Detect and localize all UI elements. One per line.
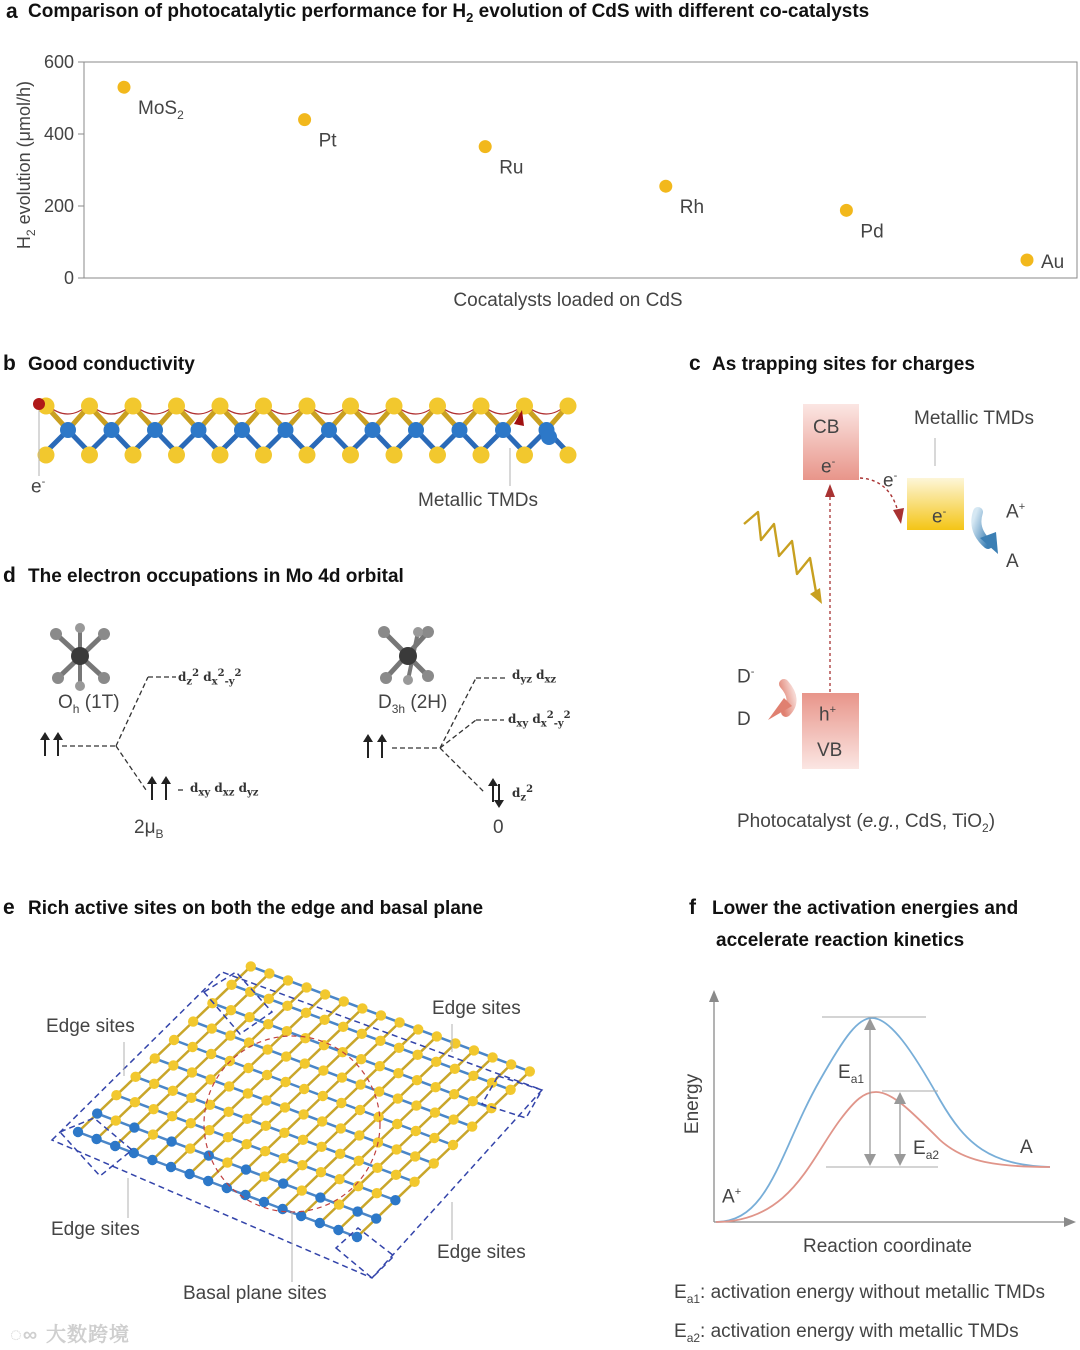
watermark-logo-icon: ◌∞ <box>10 1324 39 1346</box>
metallic-tmds-label-c: Metallic TMDs <box>914 408 1034 429</box>
2h-lower-orbital: $d_z^2$ <box>512 784 534 804</box>
panel-f-title-line2: accelerate reaction kinetics <box>716 930 965 951</box>
ea1-label: $E_{a1}$ <box>838 1062 865 1086</box>
cb-electron-label: e- <box>821 456 836 478</box>
data-point-label: Pt <box>318 130 337 152</box>
edge-sites-bottom-right: Edge sites <box>437 1242 526 1263</box>
y-tick-label: 200 <box>43 196 74 216</box>
panel-e-letter: e <box>3 896 15 919</box>
tmd-electron-label: e- <box>932 506 947 528</box>
watermark: ◌∞ 大数跨境 <box>10 1324 130 1346</box>
basal-plane-sites-label: Basal plane sites <box>183 1283 327 1304</box>
y-axis-label: $H_2$ evolution (μmol/h) <box>14 80 38 250</box>
cb-label: CB <box>813 417 840 438</box>
edge-sites-top-right: Edge sites <box>432 998 521 1019</box>
curve-with-tmds <box>716 1092 1050 1222</box>
x-axis-label: Cocatalysts loaded on CdS <box>453 290 683 311</box>
panel-c-title: As trapping sites for charges <box>712 354 975 375</box>
electron-label: e- <box>31 476 46 498</box>
panel-a-letter: a <box>6 0 18 23</box>
2h-middle-orbitals: $d_{xy}$ $d_x^2_{-y}^2$ <box>508 710 571 730</box>
vb-hole-label: h+ <box>819 704 837 726</box>
d3h-magnetic-moment: 0 <box>493 817 504 838</box>
2h-upper-orbitals: $d_{yz}$ $d_{xz}$ <box>512 668 557 686</box>
oh-1t-label: $O_h$ (1T) <box>58 692 120 716</box>
panel-b-title: Good conductivity <box>28 354 195 375</box>
d3h-2h-label: $D_{3h}$ (2H) <box>378 692 448 716</box>
reactant-label: A+ <box>722 1186 742 1208</box>
ea2-label: $E_{a2}$ <box>913 1138 940 1162</box>
panel-b-letter: b <box>3 352 16 375</box>
y-axis-label-sub: 2 <box>24 229 38 237</box>
panel-f-letter: f <box>689 896 696 919</box>
panel-a-title-pre: Comparison of photocatalytic performance for H <box>28 1 467 22</box>
1t-eg-orbitals: $d_z^2$ $d_x^2_{-y}^2$ <box>178 668 242 688</box>
y-tick-label: 400 <box>43 124 74 144</box>
1t-t2g-orbitals: $d_{xy}$ $d_{xz}$ $d_{yz}$ <box>190 781 259 799</box>
a-plus-label: A+ <box>1006 501 1026 523</box>
a-label-c: A <box>1006 551 1019 572</box>
edge-sites-bottom-left: Edge sites <box>51 1219 140 1240</box>
panel-d-letter: d <box>3 564 16 587</box>
ea2-arrow <box>894 1092 906 1166</box>
data-point-label: Ru <box>499 157 524 179</box>
data-point-label: Rh <box>679 197 705 219</box>
energy-axis-label: Energy <box>682 1073 703 1135</box>
d-label: D <box>737 709 751 730</box>
y-tick-label: 0 <box>63 268 74 288</box>
y-tick-label: 600 <box>43 52 74 72</box>
ea2-legend: $E_{a2}$: activation energy with metallic TMDs <box>674 1321 1019 1345</box>
data-point-label: Au <box>1041 252 1065 273</box>
panel-e-title: Rich active sites on both the edge and basal plane <box>28 898 484 919</box>
product-label: A <box>1020 1137 1033 1158</box>
ea1-legend: $E_{a1}$: activation energy without metallic TMDs <box>674 1282 1045 1306</box>
panel-f-title-line1: Lower the activation energies and <box>712 898 1019 919</box>
vb-label: VB <box>817 740 843 761</box>
oh-magnetic-moment: $2\mu_B$ <box>134 817 164 841</box>
panel-d-title: The electron occupations in Mo 4d orbital <box>28 566 404 587</box>
photocatalyst-caption: Photocatalyst (e.g., CdS, TiO$_2$) <box>737 811 996 835</box>
transfer-electron-label: e- <box>883 470 898 492</box>
data-point-label: MoS$_2$ <box>138 98 184 123</box>
edge-sites-top-left: Edge sites <box>46 1016 135 1037</box>
d-minus-label: D- <box>737 666 755 688</box>
metallic-tmds-label-b: Metallic TMDs <box>418 490 538 511</box>
panel-a-title-post: evolution of CdS with different co-catalysts <box>473 1 870 22</box>
panel-c-letter: c <box>689 352 701 375</box>
reaction-coordinate-label: Reaction coordinate <box>803 1236 972 1257</box>
panel-a-title-sub: 2 <box>466 9 474 25</box>
curve-without-tmds <box>716 1018 1050 1222</box>
data-point-label: Pd <box>860 221 884 243</box>
